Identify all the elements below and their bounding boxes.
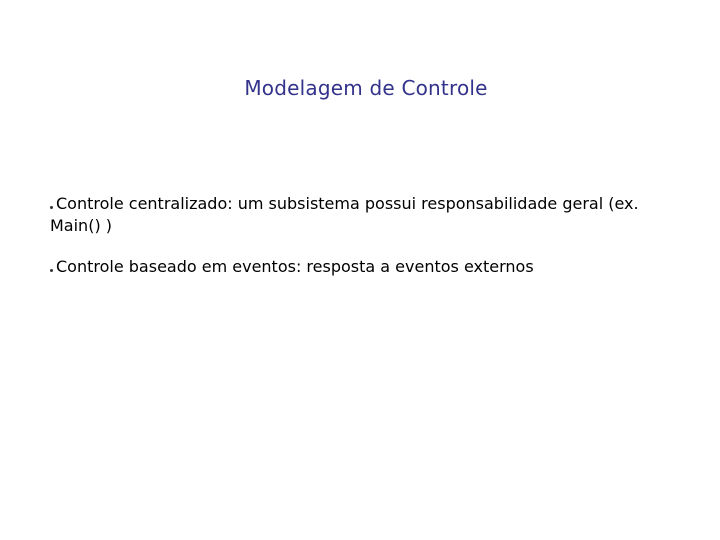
slide-title: Modelagem de Controle: [244, 76, 488, 100]
bullet-dot-icon: [50, 206, 53, 209]
bullet-item: [50, 256, 650, 278]
bullet-item: [50, 193, 650, 237]
bullet-text: Controle centralizado: um subsistema possui responsabilidade geral (ex. Main() ): [50, 194, 639, 235]
bullet-text: Controle baseado em eventos: resposta a eventos externos: [56, 257, 534, 276]
bullet-dot-icon: [50, 269, 53, 272]
bullet-list: [50, 193, 650, 297]
